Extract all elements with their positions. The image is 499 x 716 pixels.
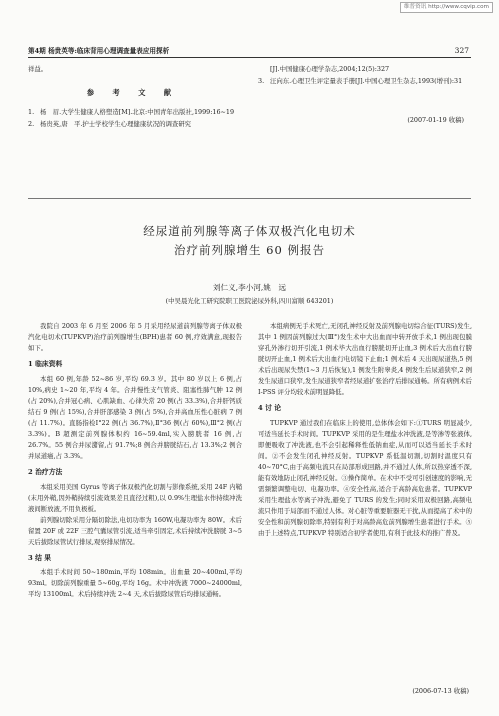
prev-article-tail: 祥益。 [28, 65, 48, 73]
article-title-line2: 治疗前列腺增生 60 例报告 [174, 243, 325, 257]
reference-item: 1. 杨 眉.大学生健康人格塑造[M].北京:中国青年出版社,1999:16~19 [28, 108, 235, 117]
article-received-date: (2006-07-13 收稿) [412, 687, 469, 695]
section-heading: 3 结 果 [28, 553, 52, 562]
article-separator-rule [28, 198, 471, 199]
header-rule [28, 57, 471, 58]
section-heading: 2 治疗方法 [28, 467, 63, 476]
running-head: 第4期 杨贵英等:临床背用心理调查量表应用探析 [28, 47, 170, 55]
article-left-column [28, 321, 242, 600]
page-number: 327 [454, 46, 469, 55]
section-paragraph: 前列腺切除采用分隔切除法,电切功率为 160W,电凝功率为 80W。术后留置 20F 或 22F 三腔气囊尿管引流,适当牵引固定,术后持续冲洗膀胱 3~5 天后拔除尿管试行排尿,观察排尿情况。 [28, 515, 242, 546]
article-title-line1: 经尿道前列腺等离子体双极汽化电切术 [143, 224, 356, 238]
section-heading: 4 讨 论 [258, 404, 282, 413]
section-paragraph: 本组手术时间 50~180min,平均 108min。出血量 20~400ml,平均 93ml。切除前列腺重量 5~60g,平均 16g。术中冲洗液 7000~24000ml,平均 13100ml。术后持续冲洗 2~4 天,术后拔除尿管后均排尿通畅。 [28, 568, 242, 599]
prev-article-right-column [258, 64, 470, 126]
reference-item: 2. 杨贵英,唐 平.护士学校学生心理健康状况的调查研究 [28, 120, 192, 129]
received-date: (2007-01-19 收稿) [407, 116, 464, 125]
references-heading: 参 考 文 献 [86, 88, 180, 98]
reference-item: 3. 汪向东.心理卫生评定量表手册[J].中国心理卫生杂志,1993(增刊):31 [258, 77, 463, 86]
reference-item: [J].中国健康心理学杂志,2004;12(5):327 [270, 65, 390, 73]
prev-article-left-column [28, 64, 238, 131]
affiliation: (中吴晨光化工研究院职工医院泌尿外科,四川富顺 643201) [165, 297, 334, 305]
results-paragraph: 本组病例无手术死亡,无闭孔神经反射及前列腺电切综合征(TURS)发生,其中 1 例因前列腺过大(Ⅲ°)发生术中大出血而中转开放手术,1 例出现包膜穿孔外渗行切开引流,1 例术毕大出血行膀胱切开止血,3 例术后大出血行膀胱切开止血,1 例术后大出血行电切镜下止血;1 例术后 4 天出现尿道热,5 例术后出现尿失禁(1~3 月后恢复),1 例发生附睾炎,4 例发生后尿道狭窄,2 例发生尿道口狭窄,发生尿道狭窄者经尿道扩张治疗后排尿通畅。所有病例术后 I-PSS 评分均较术前明显降低。 [258, 322, 472, 397]
intro-paragraph: 我院自 2003 年 6 月至 2006 年 5 月采用经尿道前列腺等离子体双极汽化电切术(TUPKVP)治疗前列腺增生(BPH)患者 60 例,疗效满意,现报告如下。 [28, 322, 242, 353]
section-heading: 1 临床资料 [28, 360, 63, 369]
authors: 刘仁义,李小河,姚 远 [212, 283, 287, 292]
article-right-column [258, 321, 472, 539]
section-paragraph: 本组采用美国 Gyrus 等离子体双极汽化切割与影像系统,采用 24F 内鞘(末用外鞘,因外鞘持续引流效果差且直径过粗),以 0.9%生理盐水作持续冲洗液间断放液,不用负极板。 [28, 482, 242, 513]
discussion-paragraph: TUPKVP 通过我们在临床上的使用,总体体会如下:①TURS 明显减少,可适当延长手术时间。TUPKVP 采用的是生理盐水冲洗液,是等渗等张液体,即便吸收了冲洗液,也不会引起稀释性低钠血症,从而可以适当延长手术时间。②不会发生闭孔神经反射。TUPKVP 系低温切割,切割时温度只有 40~70°C,由于高频电流只在局部形成回路,并不通过人体,所以热穿透不深,能有效地防止闭孔神经反射。③操作简单。在术中不受可引创速度的影响,无需频繁调整电切、电凝功率。④安全性高,适合于高龄高危患者。TUPKVP 采用生理盐水等离子冲洗,避免了 TURS 的发生;同时采用双极回路,高频电流只作用于局部而不通过人体。对心脏等重要脏器无干扰,从而提高了术中的安全性和前列腺切除率,特别有利于对高龄高危前列腺增生患者进行手术。⑤由于上述特点,TUPKVP 特别适合初学者使用,有利于此技术的推广普及。 [258, 418, 472, 537]
section-paragraph: 本组 60 例,年龄 52~86 岁,平均 69.3 岁。其中 80 岁以上 6 例,占 10%,病史 1~20 年,平均 4 年。合并慢性支气管炎、阻塞性肺气肿 12 例(占 20%),合并冠心病、心肌缺血、心律失常 20 例(占 33.3%),合并肝钙质结石 9 例(占 15%),合并肝部感染 3 例(占 5%),合并高血压性心脏病 7 例(占 11.7%)。直肠指检Ⅰ°22 例(占 36.7%),Ⅱ°36 例(占 60%),Ⅲ°2 例(占 3.3%)。B 超测定前列腺体积约 16~59.4ml,实入膀胱者 16 例,占 26.7%。55 例合并尿潴留,占 91.7%;8 例合并膀胱结石,占 13.3%;2 例合并尿道癌,占 3.3%。 [28, 374, 242, 460]
watermark: 维普资讯 http://www.cqvip.com [400, 2, 493, 13]
